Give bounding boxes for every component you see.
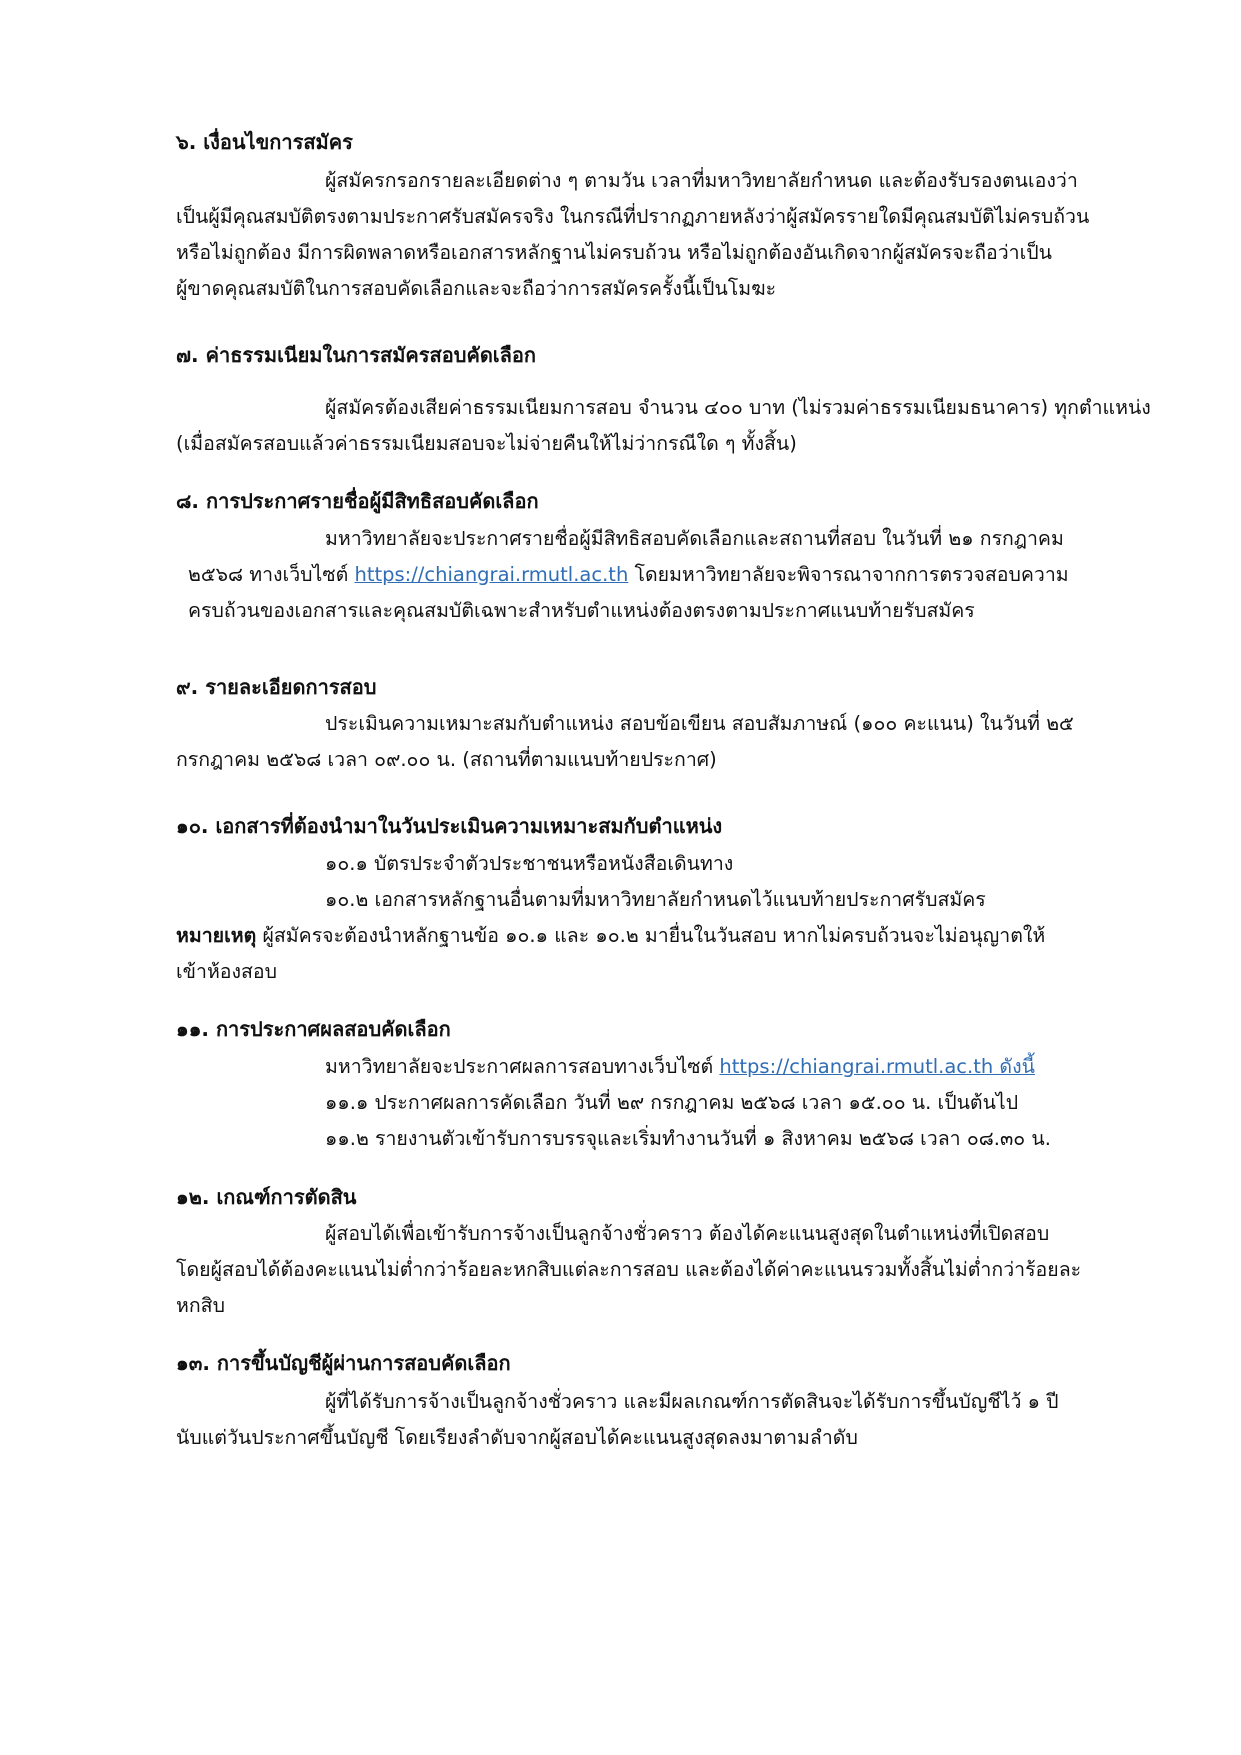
section-6-heading: ๖. เงื่อนไขการสมัคร (176, 130, 353, 154)
note-text: ผู้สมัครจะต้องนำหลักฐานข้อ ๑๐.๑ และ ๑๐.๒ มายื่นในวันสอบ หากไม่ครบถ้วนจะไม่อนุญาตให้ (256, 924, 1046, 947)
section-13-line-1: ผู้ที่ได้รับการจ้างเป็นลูกจ้างชั่วคราว และมีผลเกณฑ์การตัดสินจะได้รับการขึ้นบัญชีไว้ ๑ ปี (325, 1390, 1059, 1413)
section-12-heading: ๑๒. เกณฑ์การตัดสิน (176, 1185, 357, 1209)
section-8-line-2-text-start: ๒๕๖๘ ทางเว็บไซต์ (188, 563, 355, 586)
section-11-item-2: ๑๑.๒ รายงานตัวเข้ารับการบรรจุและเริ่มทำงานวันที่ ๑ สิงหาคม ๒๕๖๘ เวลา ๐๘.๓๐ น. (325, 1127, 1051, 1150)
section-11-heading: ๑๑. การประกาศผลสอบคัดเลือก (176, 1017, 451, 1041)
section-12-line-3: หกสิบ (176, 1294, 225, 1317)
note-label: หมายเหตุ (176, 924, 257, 947)
website-link[interactable]: https://chiangrai.rmutl.ac.th (354, 563, 629, 586)
section-10-item-1: ๑๐.๑ บัตรประจำตัวประชาชนหรือหนังสือเดินทาง (325, 852, 734, 875)
section-10-note (176, 920, 1045, 951)
section-6-line-4: ผู้ขาดคุณสมบัติในการสอบคัดเลือกและจะถือว่าการสมัครครั้งนี้เป็นโมฆะ (176, 277, 777, 300)
section-6-line-3: หรือไม่ถูกต้อง มีการผิดพลาดหรือเอกสารหลักฐานไม่ครบถ้วน หรือไม่ถูกต้องอันเกิดจากผู้สมัครจะถือว่าเป็น (176, 241, 1052, 264)
section-10-note-line-2: เข้าห้องสอบ (176, 960, 278, 983)
section-8-line-2-text-end: โดยมหาวิทยาลัยจะพิจารณาจากการตรวจสอบความ (628, 563, 1069, 586)
section-13-heading: ๑๓. การขึ้นบัญชีผู้ผ่านการสอบคัดเลือก (176, 1351, 511, 1375)
section-6-line-1: ผู้สมัครกรอกรายละเอียดต่าง ๆ ตามวัน เวลาที่มหาวิทยาลัยกำหนด และต้องรับรองตนเองว่า (325, 169, 1078, 192)
section-12-line-1: ผู้สอบได้เพื่อเข้ารับการจ้างเป็นลูกจ้างชั่วคราว ต้องได้คะแนนสูงสุดในตำแหน่งที่เปิดสอบ (325, 1222, 1050, 1245)
section-6-line-2: เป็นผู้มีคุณสมบัติตรงตามประกาศรับสมัครจริง ในกรณีที่ปรากฏภายหลังว่าผู้สมัครรายใดมีคุณสมบัติไม่ครบถ้วน (176, 205, 1090, 228)
section-8-line-2 (188, 559, 1069, 590)
section-7-line-2: (เมื่อสมัครสอบแล้วค่าธรรมเนียมสอบจะไม่จ่ายคืนให้ไม่ว่ากรณีใด ๆ ทั้งสิ้น) (176, 432, 797, 455)
section-12-line-2: โดยผู้สอบได้ต้องคะแนนไม่ต่ำกว่าร้อยละหกสิบแต่ละการสอบ และต้องได้ค่าคะแนนรวมทั้งสิ้นไม่ต่ำกว่าร้อยละ (176, 1258, 1082, 1281)
section-9-heading: ๙. รายละเอียดการสอบ (176, 675, 377, 699)
section-7-line-1: ผู้สมัครต้องเสียค่าธรรมเนียมการสอบ จำนวน ๔๐๐ บาท (ไม่รวมค่าธรรมเนียมธนาคาร) ทุกตำแหน่ง (325, 396, 1151, 419)
section-8-heading: ๘. การประกาศรายชื่อผู้มีสิทธิสอบคัดเลือก (176, 489, 539, 513)
section-8-line-3: ครบถ้วนของเอกสารและคุณสมบัติเฉพาะสำหรับตำแหน่งต้องตรงตามประกาศแนบท้ายรับสมัคร (188, 599, 975, 622)
section-11-line-1 (325, 1051, 1035, 1082)
section-13-line-2: นับแต่วันประกาศขึ้นบัญชี โดยเรียงลำดับจากผู้สอบได้คะแนนสูงสุดลงมาตามลำดับ (176, 1426, 858, 1449)
results-website-link[interactable]: https://chiangrai.rmutl.ac.th ดังนี้ (719, 1055, 1035, 1078)
section-8-line-1: มหาวิทยาลัยจะประกาศรายชื่อผู้มีสิทธิสอบคัดเลือกและสถานที่สอบ ในวันที่ ๒๑ กรกฎาคม (325, 527, 1064, 550)
section-9-line-2: กรกฎาคม ๒๕๖๘ เวลา ๐๙.๐๐ น. (สถานที่ตามแนบท้ายประกาศ) (176, 748, 717, 771)
section-11-line-1-text: มหาวิทยาลัยจะประกาศผลการสอบทางเว็บไซต์ (325, 1055, 720, 1078)
section-11-item-1: ๑๑.๑ ประกาศผลการคัดเลือก วันที่ ๒๙ กรกฎาคม ๒๕๖๘ เวลา ๑๕.๐๐ น. เป็นต้นไป (325, 1091, 1019, 1114)
section-10-heading: ๑๐. เอกสารที่ต้องนำมาในวันประเมินความเหมาะสมกับตำแหน่ง (176, 814, 723, 838)
section-9-line-1: ประเมินความเหมาะสมกับตำแหน่ง สอบข้อเขียน สอบสัมภาษณ์ (๑๐๐ คะแนน) ในวันที่ ๒๕ (325, 712, 1074, 735)
section-10-item-2: ๑๐.๒ เอกสารหลักฐานอื่นตามที่มหาวิทยาลัยกำหนดไว้แนบท้ายประกาศรับสมัคร (325, 888, 986, 911)
section-7-heading: ๗. ค่าธรรมเนียมในการสมัครสอบคัดเลือก (176, 343, 537, 367)
